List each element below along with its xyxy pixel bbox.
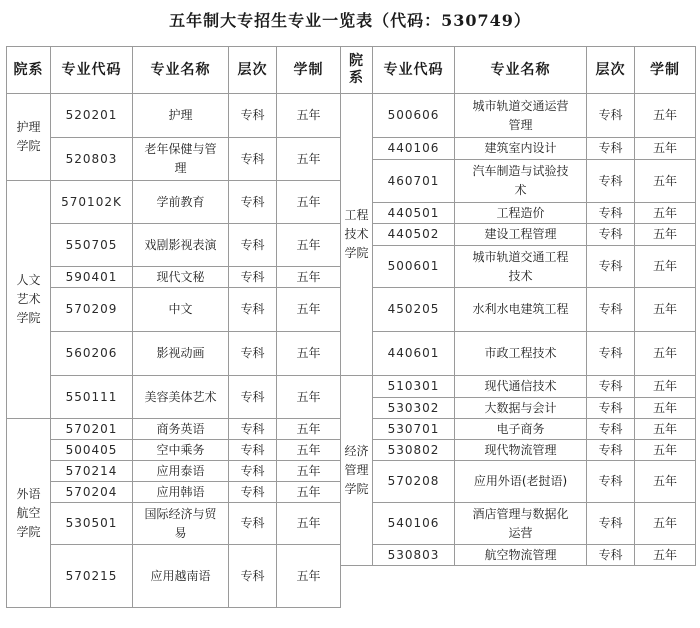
page-title: 五年制大专招生专业一览表（代码：530749） xyxy=(169,11,531,30)
cell-name: 市政工程技术 xyxy=(455,332,587,376)
cell-level: 专科 xyxy=(587,160,635,203)
cell-years: 五年 xyxy=(277,181,341,224)
cell-years: 五年 xyxy=(277,138,341,181)
cell-name: 航空物流管理 xyxy=(455,545,587,566)
cell-name: 水利水电建筑工程 xyxy=(455,288,587,332)
cell-level: 专科 xyxy=(587,332,635,376)
cell-years: 五年 xyxy=(635,94,696,138)
cell-code: 500601 xyxy=(373,246,455,288)
cell-years: 五年 xyxy=(635,419,696,440)
table-row xyxy=(7,376,696,398)
cell-level: 专科 xyxy=(587,503,635,545)
cell-years: 五年 xyxy=(277,94,341,138)
cell-code: 440501 xyxy=(373,203,455,224)
cell-years: 五年 xyxy=(635,160,696,203)
header-code-right: 专业代码 xyxy=(373,47,455,94)
cell-level: 专科 xyxy=(587,419,635,440)
cell-code: 440502 xyxy=(373,224,455,246)
cell-name: 酒店管理与数据化运营 xyxy=(455,503,587,545)
cell-name: 大数据与会计 xyxy=(455,398,587,419)
cell-years: 五年 xyxy=(635,224,696,246)
cell-name: 工程造价 xyxy=(455,203,587,224)
cell-level: 专科 xyxy=(587,288,635,332)
cell-code: 530701 xyxy=(373,419,455,440)
cell-level: 专科 xyxy=(587,398,635,419)
dept-cell-left: 人文艺术学院 xyxy=(7,181,51,419)
cell-years: 五年 xyxy=(635,503,696,545)
cell-years: 五年 xyxy=(277,224,341,267)
cell-code: 550705 xyxy=(51,224,133,267)
table-header-row xyxy=(7,47,696,94)
dept-cell-left: 护理学院 xyxy=(7,94,51,181)
cell-name: 空中乘务 xyxy=(133,440,229,461)
cell-years: 五年 xyxy=(635,440,696,461)
header-years-right: 学制 xyxy=(635,47,696,94)
cell-level: 专科 xyxy=(229,288,277,332)
header-code-left: 专业代码 xyxy=(51,47,133,94)
dept-cell-right: 工程技术学院 xyxy=(341,94,373,376)
cell-code: 530802 xyxy=(373,440,455,461)
cell-level: 专科 xyxy=(229,419,277,440)
cell-name: 护理 xyxy=(133,94,229,138)
cell-level: 专科 xyxy=(229,224,277,267)
cell-code: 570201 xyxy=(51,419,133,440)
cell-code: 440106 xyxy=(373,138,455,160)
cell-years: 五年 xyxy=(277,267,341,288)
cell-level: 专科 xyxy=(229,440,277,461)
cell-code: 550111 xyxy=(51,376,133,419)
cell-years: 五年 xyxy=(277,419,341,440)
cell-name: 应用泰语 xyxy=(133,461,229,482)
cell-name: 城市轨道交通运营管理 xyxy=(455,94,587,138)
cell-code: 510301 xyxy=(373,376,455,398)
cell-name: 美容美体艺术 xyxy=(133,376,229,419)
cell-name: 戏剧影视表演 xyxy=(133,224,229,267)
cell-code: 590401 xyxy=(51,267,133,288)
dept-cell-right: 经济管理学院 xyxy=(341,376,373,566)
cell-code: 570102K xyxy=(51,181,133,224)
header-dept-left: 院系 xyxy=(7,47,51,94)
cell-code: 530803 xyxy=(373,545,455,566)
cell-years: 五年 xyxy=(277,545,341,608)
cell-code: 530302 xyxy=(373,398,455,419)
cell-code: 460701 xyxy=(373,160,455,203)
cell-level: 专科 xyxy=(229,461,277,482)
cell-name: 现代通信技术 xyxy=(455,376,587,398)
cell-years: 五年 xyxy=(635,138,696,160)
cell-years: 五年 xyxy=(635,376,696,398)
cell-name: 影视动画 xyxy=(133,332,229,376)
cell-code: 570208 xyxy=(373,461,455,503)
cell-years: 五年 xyxy=(277,332,341,376)
header-level-right: 层次 xyxy=(587,47,635,94)
dept-cell-left: 外语航空学院 xyxy=(7,419,51,608)
cell-level: 专科 xyxy=(229,94,277,138)
cell-name: 电子商务 xyxy=(455,419,587,440)
cell-code: 570214 xyxy=(51,461,133,482)
cell-level: 专科 xyxy=(587,138,635,160)
cell-name: 应用越南语 xyxy=(133,545,229,608)
cell-level: 专科 xyxy=(587,440,635,461)
cell-years: 五年 xyxy=(635,398,696,419)
cell-name: 应用外语(老挝语) xyxy=(455,461,587,503)
cell-code: 440601 xyxy=(373,332,455,376)
cell-name: 汽车制造与试验技术 xyxy=(455,160,587,203)
cell-level: 专科 xyxy=(587,224,635,246)
cell-years: 五年 xyxy=(635,203,696,224)
cell-level: 专科 xyxy=(587,203,635,224)
header-name-right: 专业名称 xyxy=(455,47,587,94)
cell-name: 建设工程管理 xyxy=(455,224,587,246)
cell-code: 500405 xyxy=(51,440,133,461)
cell-name: 国际经济与贸易 xyxy=(133,503,229,545)
cell-level: 专科 xyxy=(587,376,635,398)
major-table xyxy=(6,46,696,608)
header-dept-right: 院系 xyxy=(341,47,373,94)
cell-years: 五年 xyxy=(277,482,341,503)
header-level-left: 层次 xyxy=(229,47,277,94)
cell-name: 中文 xyxy=(133,288,229,332)
cell-years: 五年 xyxy=(635,461,696,503)
cell-name: 老年保健与管理 xyxy=(133,138,229,181)
cell-level: 专科 xyxy=(587,246,635,288)
cell-years: 五年 xyxy=(635,246,696,288)
cell-code: 520201 xyxy=(51,94,133,138)
cell-years: 五年 xyxy=(635,332,696,376)
cell-years: 五年 xyxy=(277,503,341,545)
cell-code: 530501 xyxy=(51,503,133,545)
cell-years: 五年 xyxy=(277,440,341,461)
cell-level: 专科 xyxy=(229,376,277,419)
cell-name: 现代文秘 xyxy=(133,267,229,288)
cell-code: 450205 xyxy=(373,288,455,332)
table-row xyxy=(7,94,696,116)
cell-level: 专科 xyxy=(229,138,277,181)
cell-level: 专科 xyxy=(587,94,635,138)
cell-level: 专科 xyxy=(229,482,277,503)
cell-code: 560206 xyxy=(51,332,133,376)
cell-level: 专科 xyxy=(229,503,277,545)
cell-code: 500606 xyxy=(373,94,455,138)
cell-years: 五年 xyxy=(635,545,696,566)
cell-name: 建筑室内设计 xyxy=(455,138,587,160)
cell-years: 五年 xyxy=(635,288,696,332)
header-name-left: 专业名称 xyxy=(133,47,229,94)
cell-level: 专科 xyxy=(229,545,277,608)
cell-code: 540106 xyxy=(373,503,455,545)
cell-code: 570215 xyxy=(51,545,133,608)
cell-code: 520803 xyxy=(51,138,133,181)
cell-level: 专科 xyxy=(229,267,277,288)
cell-name: 应用韩语 xyxy=(133,482,229,503)
cell-level: 专科 xyxy=(229,181,277,224)
cell-level: 专科 xyxy=(587,545,635,566)
cell-code: 570204 xyxy=(51,482,133,503)
cell-name: 城市轨道交通工程技术 xyxy=(455,246,587,288)
cell-years: 五年 xyxy=(277,376,341,419)
header-years-left: 学制 xyxy=(277,47,341,94)
cell-name: 现代物流管理 xyxy=(455,440,587,461)
cell-years: 五年 xyxy=(277,288,341,332)
cell-name: 商务英语 xyxy=(133,419,229,440)
cell-level: 专科 xyxy=(587,461,635,503)
cell-code: 570209 xyxy=(51,288,133,332)
cell-name: 学前教育 xyxy=(133,181,229,224)
cell-years: 五年 xyxy=(277,461,341,482)
cell-level: 专科 xyxy=(229,332,277,376)
